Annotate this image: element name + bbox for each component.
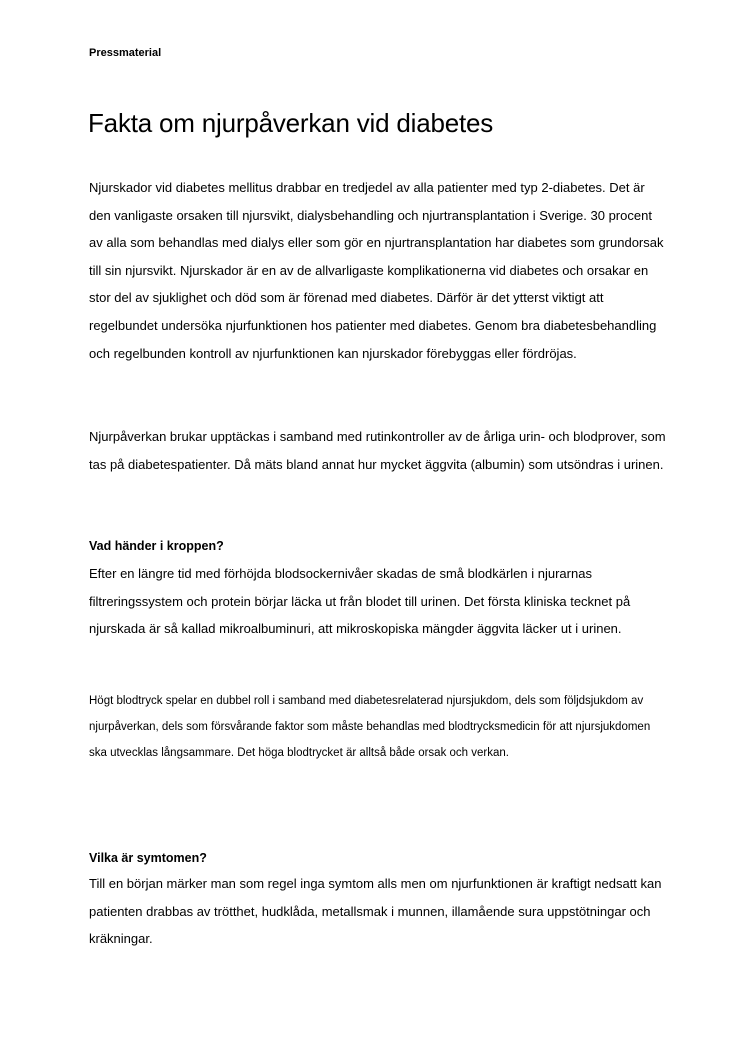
- intro-paragraph-1: Njurskador vid diabetes mellitus drabbar en tredjedel av alla patienter med typ 2-diabetes. Det är den vanligaste orsaken till njursvikt, dialysbehandling och njurtransplantation i Sverige. 30 procent av alla som behandlas med dialys eller som gör en njurtransplantation har diabetes som grundorsak till sin njursvikt. Njurskador är en av de allvarligaste komplikationerna vid diabetes och orsakar en stor del av sjuklighet och död som är förenad med diabetes. Därför är det ytterst viktigt att regelbundet undersöka njurfunktionen hos patienter med diabetes. Genom bra diabetesbehandling och regelbunden kontroll av njurfunktionen kan njurskador förebyggas eller fördröjas.: [89, 180, 664, 361]
- body-paragraph-1: Efter en längre tid med förhöjda blodsockernivåer skadas de små blodkärlen i njurarnas filtreringssystem och protein börjar läcka ut från blodet till urinen. Det första kliniska tecknet på njurskada är så kallad mikroalbuminuri, att mikroskopiska mängder äggvita läcker ut i urinen.: [89, 566, 631, 637]
- body-paragraph-2: Högt blodtryck spelar en dubbel roll i samband med diabetesrelaterad njursjukdom, dels som följdsjukdom av njurpåverkan, dels som försvårande faktor som måste behandlas med blodtrycksmedicin för att njursjukdomen ska utvecklas långsammare. Det höga blodtrycket är alltså både orsak och verkan.: [89, 695, 651, 759]
- intro-paragraph-2: Njurpåverkan brukar upptäckas i samband med rutinkontroller av de årliga urin- och blodprover, som tas på diabetespatienter. Då mäts bland annat hur mycket äggvita (albumin) som utsöndras i urinen.: [89, 429, 666, 472]
- symptoms-paragraph: Till en början märker man som regel inga symtom alls men om njurfunktionen är kraftigt nedsatt kan patienten drabbas av trötthet, hudklåda, metallsmak i munnen, illamående sura uppstötningar och kräkningar.: [89, 876, 662, 947]
- document-label: Pressmaterial: [89, 47, 162, 59]
- section-heading-symptoms: Vilka är symtomen?: [89, 851, 207, 865]
- section-heading-body: Vad händer i kroppen?: [89, 539, 224, 553]
- page-title: Fakta om njurpåverkan vid diabetes: [88, 108, 494, 138]
